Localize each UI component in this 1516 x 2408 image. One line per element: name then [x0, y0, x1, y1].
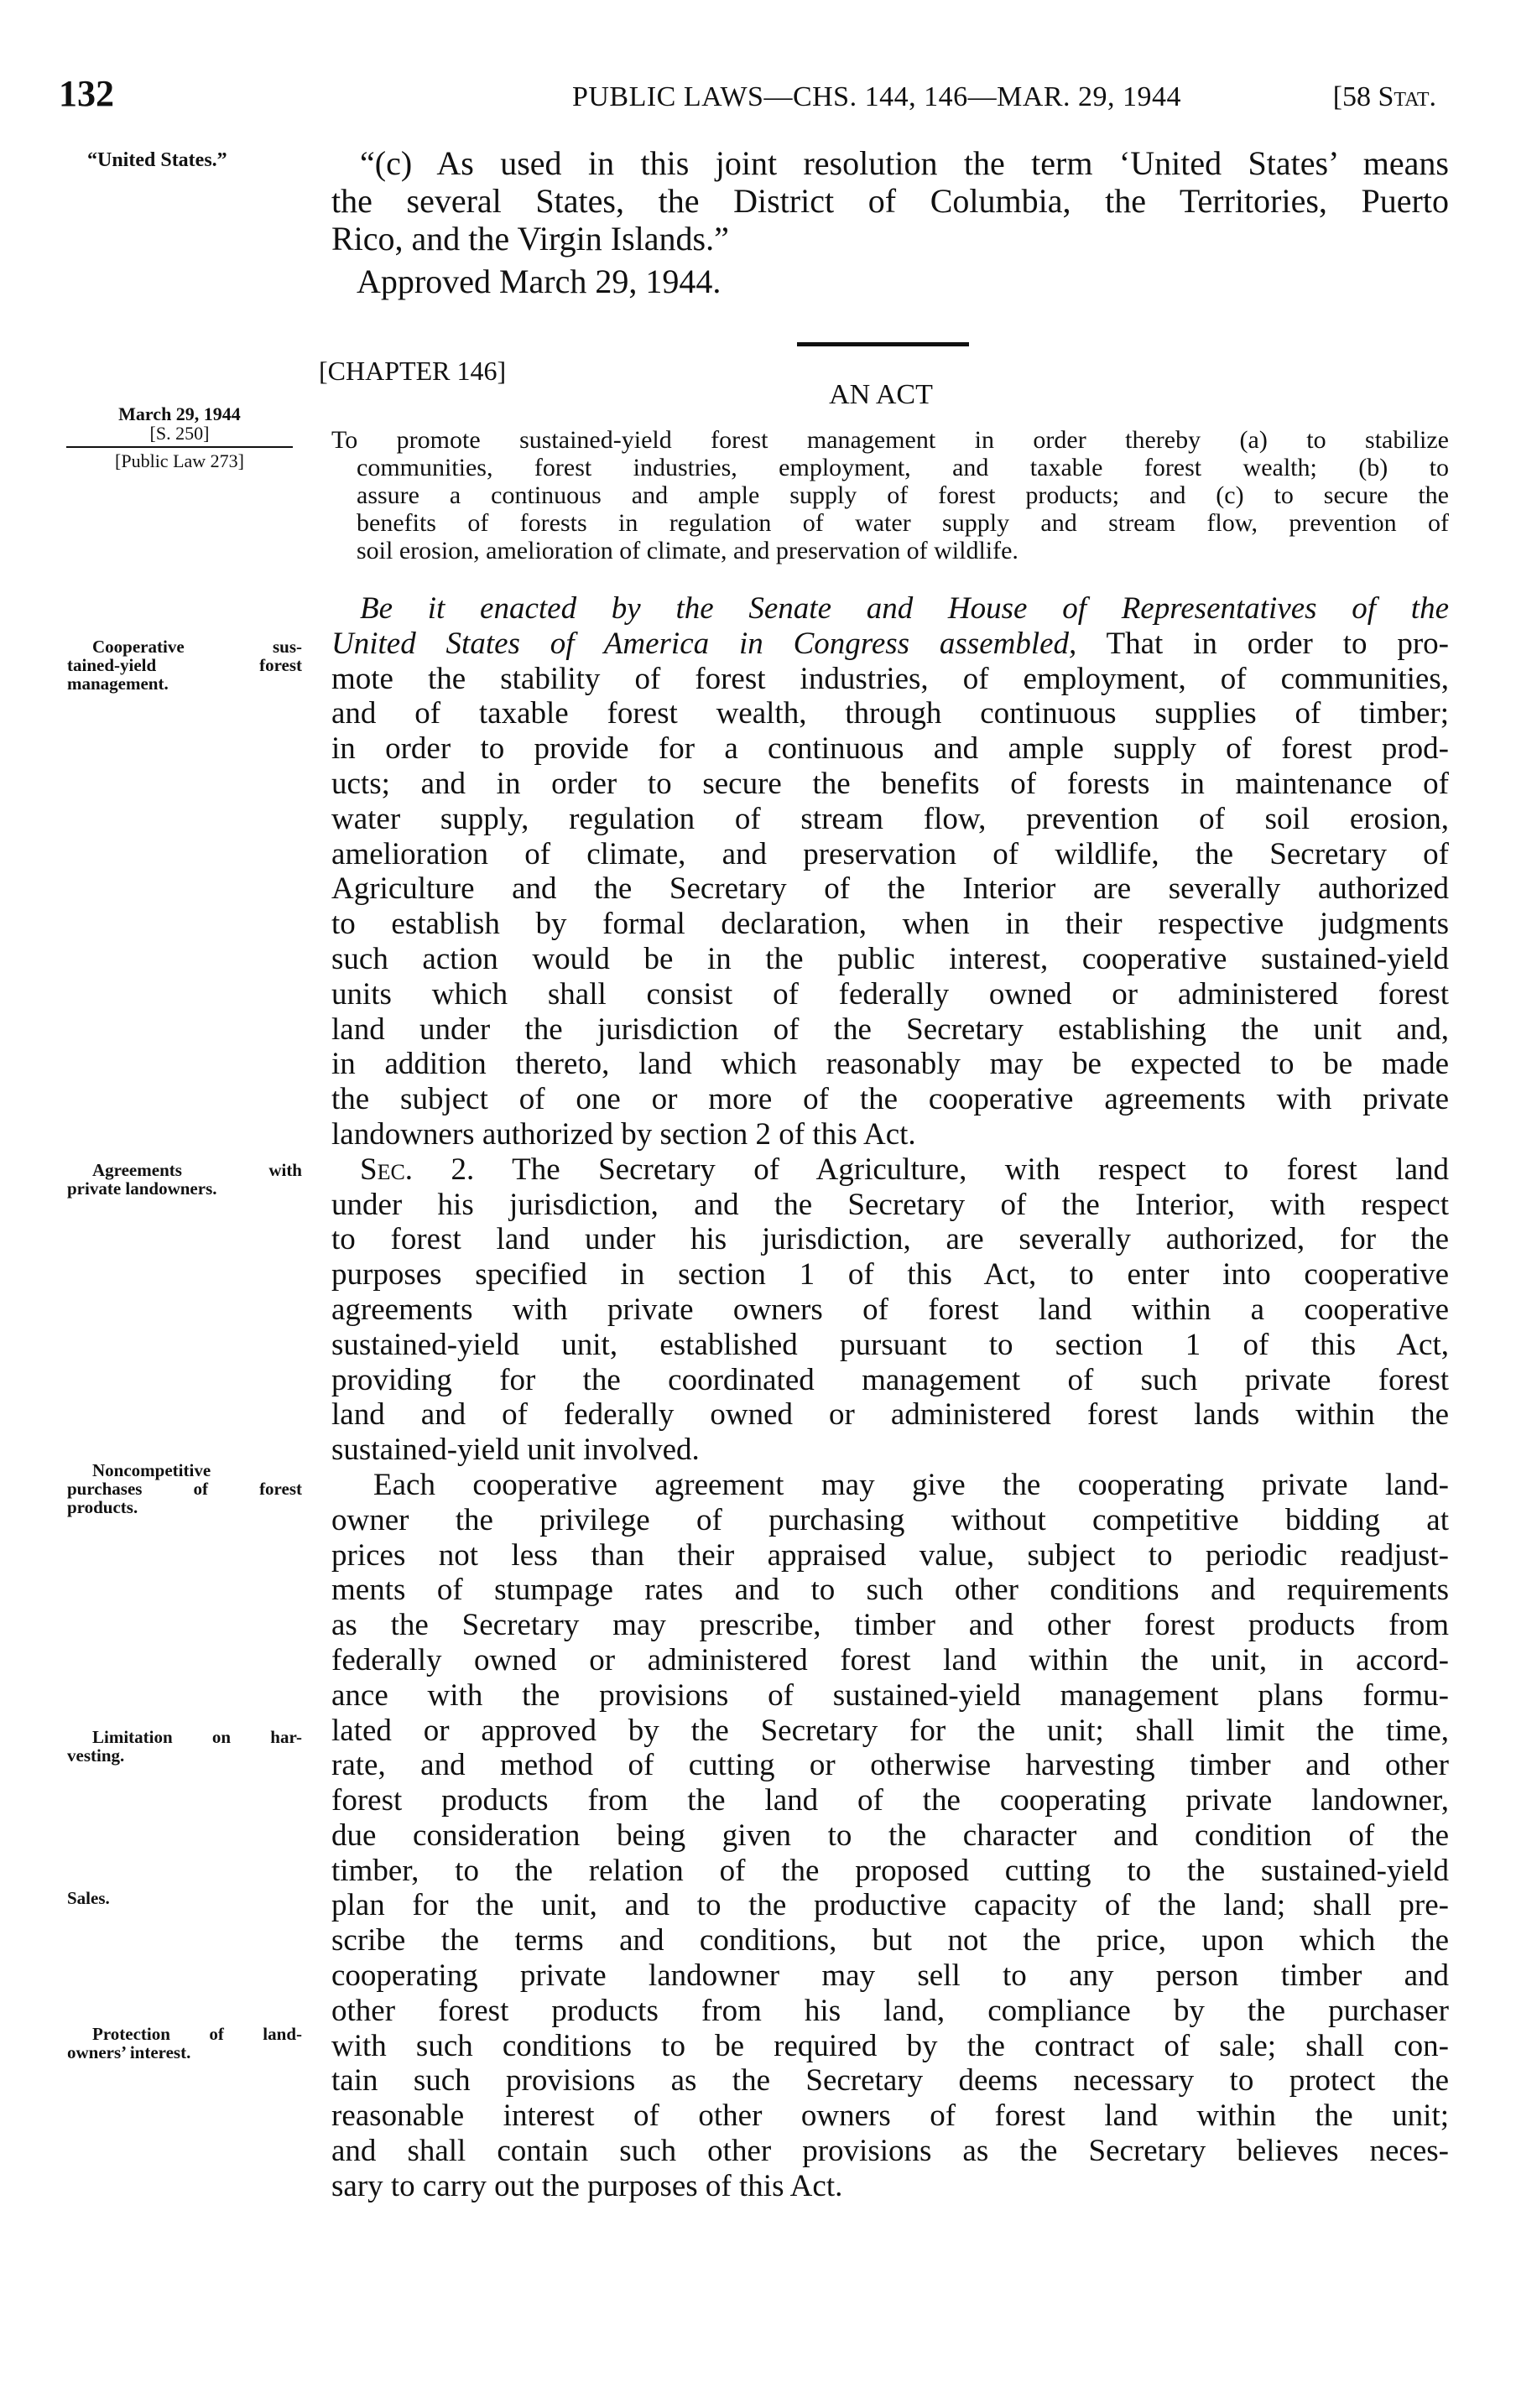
purpose-line: soil erosion, amelioration of climate, and preservation of wildlife.	[357, 537, 1018, 564]
margin-note-protection	[67, 2025, 302, 2062]
enacting-clause-italic: United States of America in Congress assembled,	[331, 626, 1077, 661]
margin-note-line: tained-yield forest	[67, 655, 302, 675]
line-text: sustained-yield unit, established pursuant to section 1 of this Act,	[331, 1327, 1449, 1362]
body-line	[331, 1854, 1449, 1889]
text-line: “(c) As used in this joint resolution the term ‘United States’ means	[360, 144, 1449, 182]
line-text: That in order to pro-	[1076, 626, 1449, 661]
body-line	[331, 871, 1449, 907]
page-number: 132	[59, 73, 114, 114]
margin-note-line: Limitation on har-	[92, 1727, 302, 1747]
margin-note-line: Agreements with	[92, 1160, 302, 1180]
body-line	[331, 802, 1449, 837]
line-text: Agriculture and the Secretary of the Interior are severally authorized	[331, 871, 1449, 907]
act-body	[331, 591, 1449, 2204]
line-text: and of taxable forest wealth, through continuous supplies of timber;	[331, 696, 1449, 731]
body-line	[331, 1047, 1449, 1082]
line-text: federally owned or administered forest land within the unit, in accord-	[331, 1642, 1449, 1677]
line-text: prices not less than their appraised value, subject to periodic readjust-	[331, 1537, 1449, 1573]
body-line	[331, 977, 1449, 1012]
margin-note-line: Noncompetitive	[92, 1460, 211, 1480]
body-line	[331, 2134, 1449, 2169]
body-line	[331, 1503, 1449, 1538]
line-text: forest products from the land of the cooperating private landowner,	[331, 1783, 1449, 1818]
line-text: ucts; and in order to secure the benefits of forests in maintenance of	[331, 766, 1449, 801]
line-text: amelioration of climate, and preservation of wildlife, the Secretary of	[331, 836, 1449, 871]
public-law-number: [Public Law 273]	[115, 450, 244, 471]
purpose-line: communities, forest industries, employment, and taxable forest wealth; (b) to	[357, 454, 1449, 481]
body-line	[331, 1958, 1449, 1994]
margin-note-limitation	[67, 1728, 302, 1765]
text-line: Rico, and the Virgin Islands.”	[331, 220, 729, 257]
line-text: agreements with private owners of forest land within a cooperative	[331, 1292, 1449, 1327]
act-title: AN ACT	[829, 379, 933, 410]
margin-note-line: Cooperative sus-	[92, 637, 302, 657]
chapter-heading: [CHAPTER 146]	[319, 356, 507, 386]
line-text: other forest products from his land, compliance by the purchaser	[331, 1993, 1449, 2028]
line-text: timber, to the relation of the proposed cutting to the sustained-yield	[331, 1853, 1449, 1888]
line-text: units which shall consist of federally owned or administered forest	[331, 976, 1449, 1012]
line-text: ments of stumpage rates and to such other conditions and requirements	[331, 1573, 1449, 1608]
statute-reference: [58 Stat.	[1332, 81, 1436, 112]
body-line	[331, 1292, 1449, 1328]
body-line	[331, 942, 1449, 977]
line-text: providing for the coordinated management of such private forest	[331, 1362, 1449, 1397]
enactment-date: March 29, 1944	[118, 403, 241, 424]
margin-note-line: Protection of land-	[92, 2024, 302, 2044]
line-text: plan for the unit, and to the productive capacity of the land; shall pre-	[331, 1888, 1449, 1923]
margin-note-line: management.	[67, 674, 169, 694]
line-text: in addition thereto, land which reasonably may be expected to be made	[331, 1047, 1449, 1082]
body-line	[331, 1573, 1449, 1608]
body-line	[331, 1082, 1449, 1117]
body-line	[331, 696, 1449, 731]
body-line	[331, 1363, 1449, 1398]
body-line	[331, 1117, 1449, 1152]
bill-number: [S. 250]	[149, 423, 210, 444]
line-text: to establish by formal declaration, when in their respective judgments	[331, 907, 1449, 942]
running-head: PUBLIC LAWS—CHS. 144, 146—MAR. 29, 1944	[571, 81, 1182, 112]
enacting-clause-italic: Be it enacted by the Senate and House of Representatives of the	[360, 591, 1449, 626]
line-text: lated or approved by the Secretary for the unit; shall limit the time,	[331, 1713, 1449, 1748]
line-text: landowners authorized by section 2 of this Act.	[331, 1116, 916, 1152]
line-text: under his jurisdiction, and the Secretary of the Interior, with respect	[331, 1187, 1449, 1222]
margin-note-sales	[67, 1889, 302, 1907]
line-text: 2. The Secretary of Agriculture, with respect to forest land	[413, 1152, 1449, 1187]
body-line	[331, 1468, 1449, 1503]
margin-note-cooperative	[67, 637, 302, 693]
line-text: cooperating private landowner may sell to any person timber and	[331, 1958, 1449, 1994]
body-line	[331, 1608, 1449, 1643]
body-line	[331, 1748, 1449, 1783]
body-line	[331, 731, 1449, 767]
line-text: rate, and method of cutting or otherwise harvesting timber and other	[331, 1748, 1449, 1783]
line-text: Each cooperative agreement may give the cooperating private land-	[373, 1467, 1449, 1502]
body-line	[331, 1643, 1449, 1678]
body-line	[331, 907, 1449, 942]
margin-divider	[66, 446, 293, 448]
margin-note-line: purchases of forest	[67, 1479, 302, 1499]
line-text: as the Secretary may prescribe, timber and other forest products from	[331, 1608, 1449, 1643]
body-line	[331, 1714, 1449, 1749]
purpose-line: benefits of forests in regulation of water supply and stream flow, prevention of	[357, 509, 1449, 537]
line-text: land and of federally owned or administered forest lands within the	[331, 1397, 1449, 1433]
act-purpose	[331, 426, 1449, 564]
body-line	[331, 1818, 1449, 1854]
line-text: scribe the terms and conditions, but not the price, upon which the	[331, 1923, 1449, 1958]
margin-note-line: products.	[67, 1497, 138, 1517]
body-line	[331, 1222, 1449, 1257]
line-text: reasonable interest of other owners of forest land within the unit;	[331, 2099, 1449, 2134]
margin-note-agreements	[67, 1161, 302, 1198]
purpose-line: assure a continuous and ample supply of forest products; and (c) to secure the	[357, 481, 1449, 509]
approval-date: Approved March 29, 1944.	[357, 263, 722, 300]
body-line	[331, 627, 1449, 662]
body-line	[331, 1783, 1449, 1818]
body-line	[331, 2099, 1449, 2134]
margin-note-line: vesting.	[67, 1745, 125, 1766]
body-line	[331, 1397, 1449, 1433]
line-text: purposes specified in section 1 of this Act, to enter into cooperative	[331, 1257, 1449, 1292]
line-text: due consideration being given to the character and condition of the	[331, 1818, 1449, 1853]
margin-note-united-states: “United States.”	[87, 149, 227, 171]
body-line	[331, 1188, 1449, 1223]
body-line	[331, 1888, 1449, 1923]
line-text: sustained-yield unit involved.	[331, 1433, 700, 1468]
line-text: mote the stability of forest industries, of employment, of communities,	[331, 661, 1449, 696]
line-text: sary to carry out the purposes of this Act.	[331, 2168, 843, 2203]
line-text: water supply, regulation of stream flow, prevention of soil erosion,	[331, 801, 1449, 836]
line-text: land under the jurisdiction of the Secretary establishing the unit and,	[331, 1012, 1449, 1047]
body-line	[331, 2029, 1449, 2064]
body-line	[331, 1538, 1449, 1573]
section-label: Sec.	[360, 1152, 414, 1187]
body-line	[331, 2169, 1449, 2204]
line-text: tain such provisions as the Secretary deems necessary to protect the	[331, 2063, 1449, 2099]
body-line	[331, 1994, 1449, 2029]
line-text: with such conditions to be required by the contract of sale; shall con-	[331, 2028, 1449, 2063]
line-text: in order to provide for a continuous and ample supply of forest prod-	[331, 731, 1449, 767]
body-line	[331, 767, 1449, 802]
margin-note-line: owners’ interest.	[67, 2042, 191, 2062]
body-line	[331, 1433, 1449, 1468]
margin-note-line: private landowners.	[67, 1178, 217, 1199]
body-line	[331, 1923, 1449, 1958]
body-line	[331, 1257, 1449, 1292]
section-divider	[797, 342, 969, 346]
body-line	[331, 2063, 1449, 2099]
line-text: such action would be in the public interest, cooperative sustained-yield	[331, 941, 1449, 976]
margin-note-enactment	[66, 404, 293, 471]
body-line	[331, 1328, 1449, 1363]
quoted-subsection	[331, 144, 1449, 257]
line-text: the subject of one or more of the cooperative agreements with private	[331, 1082, 1449, 1117]
line-text: ance with the provisions of sustained-yield management plans formu-	[331, 1677, 1449, 1713]
body-line	[331, 1152, 1449, 1188]
margin-note-line: Sales.	[67, 1888, 110, 1908]
margin-note-noncompetitive	[67, 1461, 302, 1516]
line-text: to forest land under his jurisdiction, are severally authorized, for the	[331, 1222, 1449, 1257]
body-line	[331, 591, 1449, 627]
body-line	[331, 1678, 1449, 1714]
line-text: owner the privilege of purchasing without competitive bidding at	[331, 1502, 1449, 1537]
body-line	[331, 837, 1449, 872]
body-line	[331, 662, 1449, 697]
line-text: and shall contain such other provisions as the Secretary believes neces-	[331, 2134, 1449, 2169]
text-line: the several States, the District of Columbia, the Territories, Puerto	[331, 182, 1449, 220]
purpose-line: To promote sustained-yield forest management in order thereby (a) to stabilize	[331, 426, 1449, 454]
body-line	[331, 1012, 1449, 1048]
